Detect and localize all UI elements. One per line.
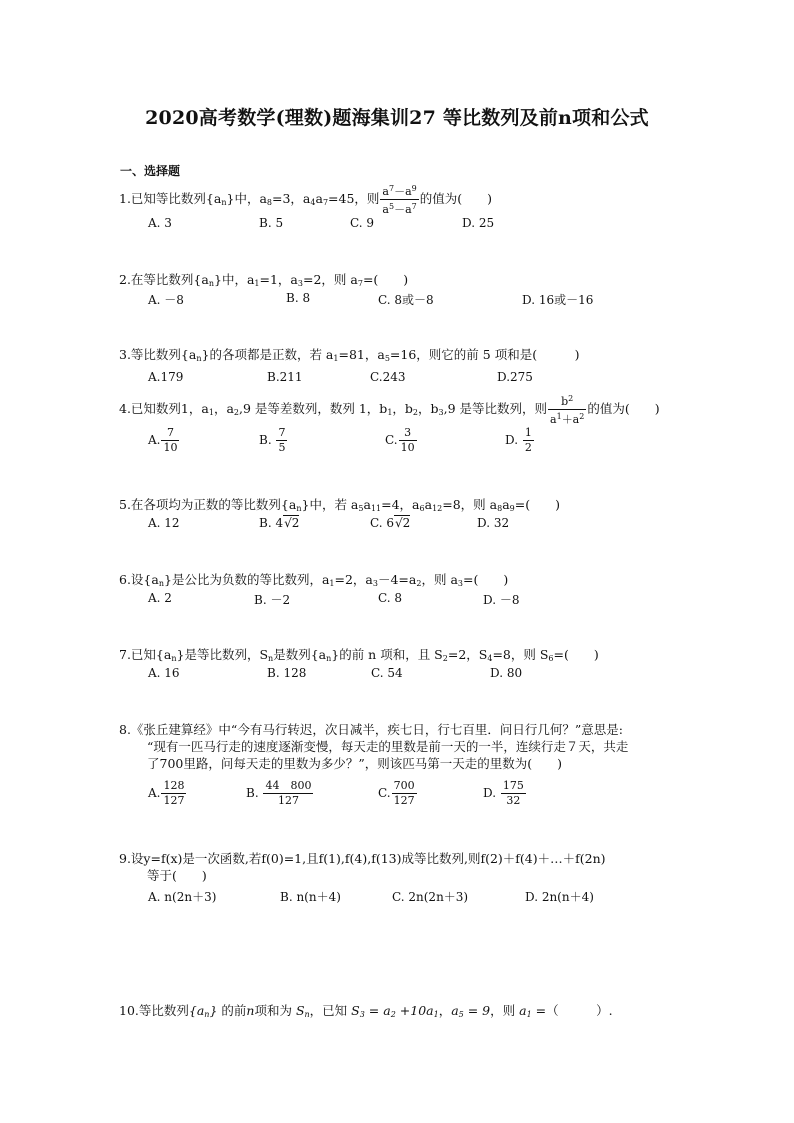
option-a[interactable]: A.179 [148, 370, 184, 384]
question-7: 7.已知$\{a_n\}$是等比数列，$S_n$是数列$\{a_n\}$的前 n 项和，且 $S_2=2$，$S_4=8$，则 $S_6=$( ) [119, 647, 599, 663]
option-a[interactable]: A. 12 [148, 516, 180, 530]
option-d[interactable]: D. －8 [483, 593, 520, 607]
option-c[interactable]: C. 8 [378, 591, 403, 605]
section-heading: 一、选择题 [120, 164, 181, 178]
option-b[interactable]: B. $\frac{44 800}{127}$ [246, 779, 312, 807]
question-4: 4.已知数列1，$a_1$，$a_2,9$ 是等差数列，数列 1，$b_1$，$b_2$，$b_3,9$ 是等比数列，则 $\frac{b^2}{a^1+a^2}$ 的值为( ) [119, 394, 660, 426]
option-d[interactable]: D. $\frac{175}{32}$ [483, 779, 524, 807]
option-d[interactable]: D. 2n(n＋4) [525, 890, 594, 904]
option-b[interactable]: B. $\frac{7}{5}$ [259, 426, 286, 454]
question-1: 1.已知等比数列$\{a_n\}$中，$a_8=3$，$a_4a_7=45$，则 $\frac{a^7-a^9}{a^5-a^7}$ 的值为( ) [119, 184, 492, 216]
option-b[interactable]: B. 5 [259, 216, 284, 230]
option-d[interactable]: D.275 [497, 370, 533, 384]
option-d[interactable]: D. 25 [462, 216, 495, 230]
question-8: 8.《张丘建算经》中“今有马行转迟，次日减半，疾七日，行七百里．问日行几何？”意思是: “现有一匹马行走的速度逐渐变慢，每天走的里数是前一天的一半，连续行走７天，共走 了700里路，问每天走的里数为多少？”，则该匹马第一天走的里数为( ) [119, 722, 629, 771]
option-c[interactable]: C.243 [370, 370, 406, 384]
option-b[interactable]: B. 8 [286, 291, 311, 305]
question-5: 5.在各项均为正数的等比数列$\{a_n\}$中，若 $a_5a_{11}=4$，$a_6a_{12}=8$，则 $a_8a_9=$( ) [119, 497, 560, 513]
option-a[interactable]: A. －8 [148, 293, 184, 307]
option-a[interactable]: A. $\frac{128}{127}$ [148, 779, 185, 807]
option-c[interactable]: C. $\frac{3}{10}$ [385, 426, 415, 454]
option-a[interactable]: A. n(2n＋3) [148, 890, 217, 904]
option-a[interactable]: A. $\frac{7}{10}$ [148, 426, 178, 454]
question-6: 6.设$\{a_n\}$是公比为负数的等比数列，$a_1=2$，$a_3-4=a_2$，则 $a_3=$( ) [119, 572, 509, 588]
option-c[interactable]: C. 6√2 [370, 516, 411, 530]
option-b[interactable]: B. －2 [254, 593, 291, 607]
option-d[interactable]: D. 80 [490, 666, 523, 680]
option-a[interactable]: A. 16 [148, 666, 180, 680]
option-c[interactable]: C. $\frac{700}{127}$ [378, 779, 415, 807]
option-a[interactable]: A. 2 [148, 591, 172, 605]
option-c[interactable]: C. 54 [371, 666, 403, 680]
question-2: 2.在等比数列$\{a_n\}$中，$a_1=1$，$a_3=2$，则 $a_7=$( ) [119, 272, 409, 288]
option-d[interactable]: D. 32 [477, 516, 510, 530]
option-c[interactable]: C. 2n(2n＋3) [392, 890, 469, 904]
page-title: 2020高考数学(理数)题海集训27 等比数列及前n项和公式 [145, 107, 649, 129]
question-9: 9.设y=f(x)是一次函数,若f(0)=1,且f(1),f(4),f(13)成等比数列,则f(2)＋f(4)＋…＋f(2n) 等于( ) [119, 851, 606, 883]
option-a[interactable]: A. 3 [148, 216, 172, 230]
option-b[interactable]: B. 128 [267, 666, 307, 680]
option-c[interactable]: C. 8或－8 [378, 293, 434, 307]
option-b[interactable]: B.211 [267, 370, 303, 384]
option-d[interactable]: D. $\frac{1}{2}$ [505, 426, 532, 454]
fraction: $\frac{b^2}{a^1+a^2}$ [550, 394, 585, 426]
question-3: 3.等比数列$\{a_n\}$的各项都是正数，若 $a_1=81$，$a_5=16$，则它的前 5 项和是( ) [119, 347, 580, 363]
question-10: 10.等比数列$\{a_n\}$ 的前n项和为 $S_n$，已知 $S_3 = a_2 +10a_1$，$a_5 = 9$，则 $a_1$ =（ ）. [119, 1003, 613, 1019]
fraction: $\frac{a^7-a^9}{a^5-a^7}$ [382, 184, 417, 216]
option-b[interactable]: B. n(n＋4) [280, 890, 341, 904]
option-b[interactable]: B. 4√2 [259, 516, 300, 530]
option-d[interactable]: D. 16或－16 [522, 293, 594, 307]
option-c[interactable]: C. 9 [350, 216, 375, 230]
